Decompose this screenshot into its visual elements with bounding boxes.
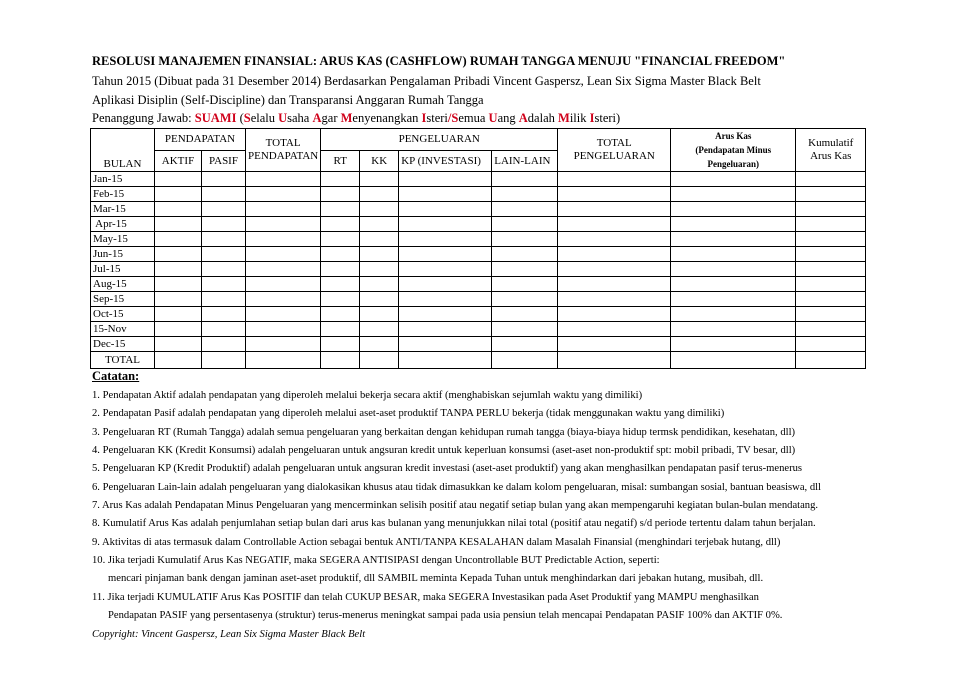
table-cell[interactable] [796,277,866,292]
table-cell[interactable] [796,247,866,262]
table-cell[interactable] [202,232,246,247]
acronym-rest: steri [426,111,448,125]
table-cell[interactable] [155,277,202,292]
note-item: mencari pinjaman bank dengan jaminan aset-aset produktif, dll SAMBIL meminta Kepada Tuhan untuk menghindarkan dari jebakan hutang, musibah, dll. [108,573,764,584]
acronym-initial: S [451,111,459,125]
header-text: Kumulatif [808,137,854,149]
note-item: 11. Jika terjadi KUMULATIF Arus Kas POSITIF dan telah CUKUP BESAR, maka SEGERA Investasikan pada Aset Produktif yang MAMPU menghasilkan [92,592,759,603]
table-cell[interactable] [558,322,671,337]
table-cell[interactable] [202,292,246,307]
table-cell[interactable] [399,217,492,232]
table-cell[interactable] [246,352,321,369]
note-item: Pendapatan PASIF yang persentasenya (struktur) terus-menerus meningkat sampai pada usia pensiun telah mencapai Pendapatan PASIF 100% dan AKTIF 0%. [108,610,783,621]
table-cell[interactable] [246,292,321,307]
table-cell[interactable] [202,217,246,232]
acronym-rest: saha [287,111,313,125]
table-cell[interactable] [671,187,796,202]
table-cell[interactable] [360,187,399,202]
table-cell[interactable] [246,322,321,337]
table-cell[interactable] [671,277,796,292]
note-item: 3. Pengeluaran RT (Rumah Tangga) adalah semua pengeluaran yang berkaitan dengan kehidupan rumah tangga (biaya-biaya hidup termsk pendidikan, kesehatan, dll) [92,427,796,438]
table-cell[interactable] [492,322,558,337]
table-cell[interactable] [321,307,360,322]
table-cell[interactable] [155,232,202,247]
table-cell[interactable] [360,307,399,322]
table-row [91,292,866,307]
responsible-line [92,111,620,126]
table-cell[interactable] [202,202,246,217]
table-row [91,322,866,337]
table-cell[interactable] [202,262,246,277]
table-cell[interactable] [796,172,866,187]
table-cell[interactable] [155,217,202,232]
table-cell[interactable] [321,337,360,352]
table-cell[interactable] [492,202,558,217]
copyright: Copyright: Vincent Gaspersz, Lean Six Sigma Master Black Belt [92,629,366,640]
table-cell[interactable] [492,277,558,292]
header-text: PENDAPATAN [248,150,319,162]
note-item: 10. Jika terjadi Kumulatif Arus Kas NEGATIF, maka SEGERA ANTISIPASI dengan Uncontrollable BUT Predictable Action, seperti: [92,555,660,566]
table-row [91,202,866,217]
header-text: TOTAL [596,137,632,149]
table-cell[interactable] [492,247,558,262]
table-cell[interactable] [492,292,558,307]
table-cell[interactable] [399,262,492,277]
table-cell[interactable] [246,262,321,277]
table-cell[interactable] [796,292,866,307]
table-cell[interactable] [492,172,558,187]
table-cell[interactable] [399,202,492,217]
acronym-rest: ang [497,111,519,125]
table-cell[interactable] [360,217,399,232]
acronym-rest: steri [594,111,617,125]
month-label: Jan-15 [91,172,155,187]
table-row [91,307,866,322]
acronym-rest: gar [321,111,341,125]
table-cell[interactable] [155,307,202,322]
responsible-prefix: Penanggung Jawab: [92,111,195,125]
table-cell[interactable] [796,352,866,369]
month-label: 15-Nov [91,322,155,337]
table-cell[interactable] [671,247,796,262]
total-label: TOTAL [91,352,155,369]
table-cell[interactable] [321,352,360,369]
table-row [91,262,866,277]
header-total-pendapatan [246,129,321,172]
subtitle-year: Tahun 2015 (Dibuat pada 31 Desember 2014) Berdasarkan Pengalaman Pribadi Vincent Gaspersz, Lean Six Sigma Master Black Belt [92,74,761,88]
table-cell[interactable] [492,217,558,232]
month-label: Dec-15 [91,337,155,352]
table-row [91,187,866,202]
table-cell[interactable] [360,172,399,187]
table-cell[interactable] [492,352,558,369]
table-cell[interactable] [558,352,671,369]
table-cell[interactable] [246,232,321,247]
paren-close: ) [616,111,621,125]
month-label: Apr-15 [91,217,155,232]
header-aktif: AKTIF [155,150,202,172]
acronym-initial: U [278,111,288,125]
table-cell[interactable] [796,202,866,217]
header-arus-kas [671,129,796,172]
table-cell[interactable] [202,247,246,262]
table-cell[interactable] [558,277,671,292]
acronym-initial: I [589,111,595,125]
table-row [91,247,866,262]
table-cell[interactable] [360,352,399,369]
table-cell[interactable] [202,307,246,322]
table-cell[interactable] [246,277,321,292]
table-cell[interactable] [246,217,321,232]
table-cell[interactable] [671,337,796,352]
table-cell[interactable] [155,337,202,352]
month-label: Jun-15 [91,247,155,262]
table-cell[interactable] [155,262,202,277]
table-cell[interactable] [796,187,866,202]
table-cell[interactable] [155,292,202,307]
header-rt: RT [321,150,360,172]
table-cell[interactable] [399,322,492,337]
header-kk: KK [360,150,399,172]
header-text: PENGELUARAN [573,150,655,162]
header-bulan: BULAN [91,129,155,172]
table-cell[interactable] [321,322,360,337]
table-cell[interactable] [155,322,202,337]
acronym-rest: enyenangkan [352,111,422,125]
table-cell[interactable] [492,187,558,202]
table-cell[interactable] [796,262,866,277]
table-cell[interactable] [321,292,360,307]
month-label: Jul-15 [91,262,155,277]
acronym-initial: I [421,111,427,125]
table-cell[interactable] [671,322,796,337]
note-item: 8. Kumulatif Arus Kas adalah penjumlahan setiap bulan dari arus kas bulanan yang menunjukkan nilai total (positif atau negatif) s/d periode tertentu dalam tahun berjalan. [92,518,816,529]
month-label: Sep-15 [91,292,155,307]
header-text: (Pendapatan Minus [695,145,772,155]
cashflow-table [90,128,866,369]
table-cell[interactable] [558,232,671,247]
table-cell[interactable] [492,307,558,322]
month-label: May-15 [91,232,155,247]
table-cell[interactable] [399,292,492,307]
acronym-initial: M [558,111,570,125]
table-cell[interactable] [360,277,399,292]
subtitle-discipline: Aplikasi Disiplin (Self-Discipline) dan Transparansi Anggaran Rumah Tangga [92,93,484,107]
table-cell[interactable] [492,232,558,247]
header-row-1 [91,129,866,151]
table-cell[interactable] [558,337,671,352]
month-label: Oct-15 [91,307,155,322]
table-cell[interactable] [492,262,558,277]
table-cell[interactable] [399,187,492,202]
table-cell[interactable] [202,352,246,369]
acronym-rest: elalu [250,111,279,125]
paren-open: ( [236,111,244,125]
acronym-rest: dalah [527,111,558,125]
table-cell[interactable] [796,217,866,232]
table-cell[interactable] [558,187,671,202]
table-cell[interactable] [360,247,399,262]
table-cell[interactable] [671,172,796,187]
table-cell[interactable] [558,202,671,217]
table-cell[interactable] [796,337,866,352]
responsible-acronym: SUAMI [194,111,237,125]
table-cell[interactable] [246,307,321,322]
table-cell[interactable] [399,172,492,187]
table-cell[interactable] [399,232,492,247]
table-cell[interactable] [671,217,796,232]
table-cell[interactable] [360,262,399,277]
acronym-initial: M [340,111,353,125]
table-cell[interactable] [399,337,492,352]
table-cell[interactable] [246,247,321,262]
header-kp: KP (INVESTASI) [399,150,492,172]
header-text: Arus Kas [810,150,852,162]
header-kumulatif [796,129,866,172]
header-text: Arus Kas [715,131,752,141]
table-cell[interactable] [202,172,246,187]
acronym-slash: / [447,111,452,125]
table-cell[interactable] [321,202,360,217]
acronym-initial: U [488,111,498,125]
note-item: 6. Pengeluaran Lain-lain adalah pengeluaran yang dialokasikan khusus atau tidak dimasukkan ke dalam kolom pengeluaran, misal: sumbangan sosial, bantuan beasiswa, dll [92,482,821,493]
header-lain: LAIN-LAIN [492,150,558,172]
document-title: RESOLUSI MANAJEMEN FINANSIAL: ARUS KAS (CASHFLOW) RUMAH TANGGA MENUJU "FINANCIAL FREEDOM" [92,54,786,68]
table-cell[interactable] [155,352,202,369]
table-cell[interactable] [321,247,360,262]
month-label: Mar-15 [91,202,155,217]
acronym-rest: ilik [569,111,590,125]
table-cell[interactable] [155,187,202,202]
table-cell[interactable] [796,232,866,247]
table-cell[interactable] [492,337,558,352]
header-total-pengeluaran [558,129,671,172]
note-item: 7. Arus Kas adalah Pendapatan Minus Pengeluaran yang mencerminkan selisih positif atau negatif setiap bulan yang akan mempengaruhi kegiatan bulan-bulan mendatang. [92,500,819,511]
table-cell[interactable] [671,307,796,322]
table-cell[interactable] [558,292,671,307]
header-text: Pengeluaran) [707,159,759,169]
note-item: 4. Pengeluaran KK (Kredit Konsumsi) adalah pengeluaran untuk angsuran kredit untuk keperluan konsumsi (aset-aset non-produktif spt: mobil pribadi, TV besar, dll) [92,445,796,456]
note-item: 1. Pendapatan Aktif adalah pendapatan yang diperoleh melalui bekerja secara aktif (menghabiskan sejumlah waktu yang dimiliki) [92,390,643,401]
table-cell[interactable] [360,322,399,337]
month-label: Feb-15 [91,187,155,202]
table-cell[interactable] [360,337,399,352]
table-cell[interactable] [399,277,492,292]
table-row [91,277,866,292]
table-cell[interactable] [321,217,360,232]
table-cell[interactable] [399,247,492,262]
table-cell[interactable] [155,247,202,262]
table-cell[interactable] [321,187,360,202]
month-rows [91,172,866,352]
table-row [91,217,866,232]
table-row [91,172,866,187]
table-cell[interactable] [321,262,360,277]
header-text: TOTAL [265,137,301,149]
table-cell[interactable] [671,352,796,369]
acronym-initial: S [243,111,251,125]
header-pasif: PASIF [202,150,246,172]
table-cell[interactable] [558,262,671,277]
notes-title: Catatan: [92,369,140,383]
table-cell[interactable] [360,202,399,217]
header-pengeluaran: PENGELUARAN [321,129,558,151]
table-cell[interactable] [246,337,321,352]
acronym-initial: A [518,111,528,125]
table-cell[interactable] [321,232,360,247]
table-cell[interactable] [558,307,671,322]
table-row [91,232,866,247]
note-item: 5. Pengeluaran KP (Kredit Produktif) adalah pengeluaran untuk angsuran kredit investasi (aset-aset produktif) yang akan menghasilkan pendapatan pasif terus-menerus [92,463,803,474]
table-cell[interactable] [155,202,202,217]
acronym-rest: emua [458,111,489,125]
table-cell[interactable] [321,172,360,187]
table-cell[interactable] [671,202,796,217]
table-cell[interactable] [360,292,399,307]
table-cell[interactable] [202,187,246,202]
total-row [91,352,866,369]
table-cell[interactable] [246,187,321,202]
note-item: 2. Pendapatan Pasif adalah pendapatan yang diperoleh melalui aset-aset produktif TANPA PERLU bekerja (tidak menggunakan waktu yang dimiliki) [92,408,725,419]
table-cell[interactable] [671,232,796,247]
acronym-initial: A [312,111,322,125]
table-cell[interactable] [321,277,360,292]
table-cell[interactable] [360,232,399,247]
table-cell[interactable] [155,172,202,187]
note-item: 9. Aktivitas di atas termasuk dalam Controllable Action sebagai bentuk ANTI/TANPA KESALAHAN dalam Masalah Finansial (menghindari terjebak hutang, dll) [92,537,781,548]
month-label: Aug-15 [91,277,155,292]
table-cell[interactable] [246,172,321,187]
table-row [91,337,866,352]
table-cell[interactable] [671,262,796,277]
table-cell[interactable] [202,337,246,352]
table-cell[interactable] [246,202,321,217]
table-cell[interactable] [796,322,866,337]
table-cell[interactable] [558,172,671,187]
table-cell[interactable] [558,247,671,262]
table-cell[interactable] [671,292,796,307]
table-cell[interactable] [796,307,866,322]
table-cell[interactable] [399,307,492,322]
table-cell[interactable] [558,217,671,232]
header-pendapatan: PENDAPATAN [155,129,246,151]
table-cell[interactable] [202,322,246,337]
table-cell[interactable] [202,277,246,292]
table-cell[interactable] [399,352,492,369]
